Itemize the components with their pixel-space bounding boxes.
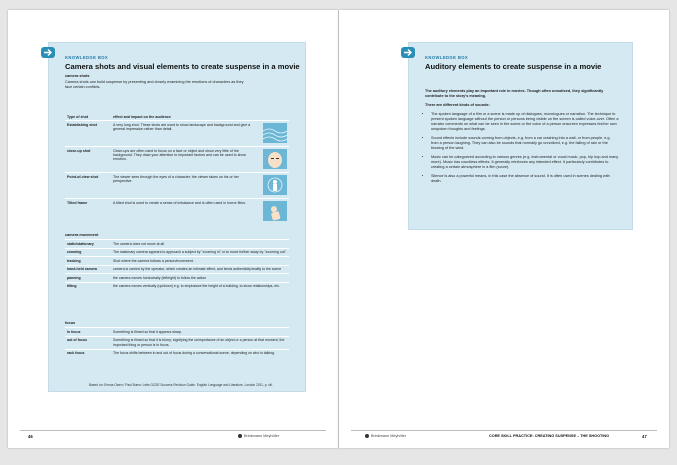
camera-movement-heading: camera movement — [65, 233, 99, 237]
focus-table — [65, 327, 289, 357]
camera-shots-table — [65, 114, 289, 225]
publisher-logo-icon — [365, 434, 369, 438]
knowledge-box-label: KNOWLEDGE BOX — [65, 55, 109, 60]
tilted-figure-icon — [263, 201, 287, 221]
focus-heading: focus — [65, 321, 76, 325]
landscape-thumbnail-icon — [263, 123, 287, 143]
auditory-body — [425, 89, 619, 188]
list-item: • The spoken language of a film or a scene is made up of dialogues, monologues or narration. The technique to present spoken language without the person or persons being visible on the screen is called voice-over. Often a narrator comments on what can be seen in the scene or the voice of a person onscreen expresses his/her own unspoken thoughts and feelings. — [431, 112, 619, 132]
face-closeup-icon — [263, 149, 287, 169]
box-title: Auditory elements to create suspense in a movie — [425, 62, 602, 71]
table-row: panning the camera moves horizontally (left/right) to follow the action — [65, 274, 289, 283]
table-row: Establishing shot A very long shot. These shots are used to show landscape and background and give a general impression rather than detail. — [65, 121, 289, 147]
table-row: close-up shot Close-ups are often used to focus on a face or object and show very little of the background. They draw your attention to important factors and can be used to show emotion. — [65, 147, 289, 173]
table-row: Point-of-view shot The viewer sees through the eyes of a character; the viewer takes on his or her perspective. — [65, 173, 289, 199]
list-item: • Sound effects include sounds coming from objects, e.g. from a car crashing into a wall, or from people, e.g. from a person laughing. They can also be sounds that normally go unnoticed, e.g. the falling of rain or the blowing of the wind. — [431, 136, 619, 151]
arrow-icon — [41, 47, 55, 58]
shot-effect-header: effect and impact on the audience — [113, 115, 171, 119]
left-page — [8, 10, 338, 448]
table-row: in focus Something is filmed so that it appears sharp. — [65, 328, 289, 337]
footer-divider — [20, 430, 326, 431]
page-number: 47 — [642, 434, 647, 439]
sounds-heading: There are different kinds of sounds: — [425, 103, 490, 107]
table-row: rack focus The focus shifts between in and out of focus during a conversational scene, depending on who is talking. — [65, 349, 289, 357]
publisher: Brinkmann Meyhöfer — [365, 434, 406, 438]
page-number: 46 — [28, 434, 33, 439]
shot-type-header: Type of shot — [67, 115, 89, 119]
publisher-logo-icon — [238, 434, 242, 438]
publisher: Brinkmann Meyhöfer — [238, 434, 279, 438]
table-row: tilting the camera moves vertically (up/down) e.g. to emphasize the height of a building, to show relationships, etc. — [65, 282, 289, 290]
source-citation: Based on: Emma Owen / Paul Burns: Letts GCSE Success Revision Guide. English Language and Literature, London 2011, p. xiii. — [89, 383, 273, 387]
knowledge-box-label: KNOWLEDGE BOX — [425, 55, 469, 60]
table-row: Tilted frame A tilted shot is used to create a sense of imbalance and is often used in horror films. — [65, 199, 289, 225]
table-row: static/stationary The camera does not move at all. — [65, 240, 289, 249]
camera-shots-heading: camera shots — [65, 74, 90, 78]
camera-knowledge-box — [48, 42, 306, 392]
running-head: CORE SKILL PRACTICE: CREATING SUSPENSE – THE SHOOTING — [489, 434, 610, 438]
right-page — [339, 10, 669, 448]
arrow-icon — [401, 47, 415, 58]
table-row: tracking Shot where the camera follows a person/movement. — [65, 257, 289, 266]
list-item: • Silence is also a powerful means, in this case the absence of sound. It is often used in scenes dealing with death. — [431, 174, 619, 184]
auditory-intro: The auditory elements play an important role in movies. Though often unnoticed, they significantly contribute to the story's meaning. — [425, 89, 604, 98]
box-title: Camera shots and visual elements to create suspense in a movie — [65, 62, 300, 71]
point-of-view-icon — [263, 175, 287, 195]
list-item: • Music can be categorized according to various genres (e.g. instrumental or vocal music, pop, hip hop and many more). Music has countless effects. It generally reinforces any intended effect. It particularly contributes to creating a certain atmosphere in a film (score). — [431, 155, 619, 170]
table-row: hand-held camera camera is carried by the operator, which creates an intimate effect, and lends authenticity/reality to the scene — [65, 265, 289, 274]
camera-shots-intro: Camera shots can build suspense by presenting and closely examining the emotions of characters as they face certain conflicts. — [65, 80, 244, 89]
footer-divider — [351, 430, 657, 431]
camera-movement-table — [65, 239, 289, 290]
table-row: zooming The stationary camera appears to approach a subject by "zooming in" or to move further away by "zooming out". — [65, 248, 289, 257]
table-row: out of focus Something is filmed so that it is blurry; signifying the unimportance of an object or a person at that moment, the important thing or person is in focus. — [65, 336, 289, 349]
auditory-knowledge-box — [408, 42, 633, 230]
sounds-list — [425, 112, 619, 184]
